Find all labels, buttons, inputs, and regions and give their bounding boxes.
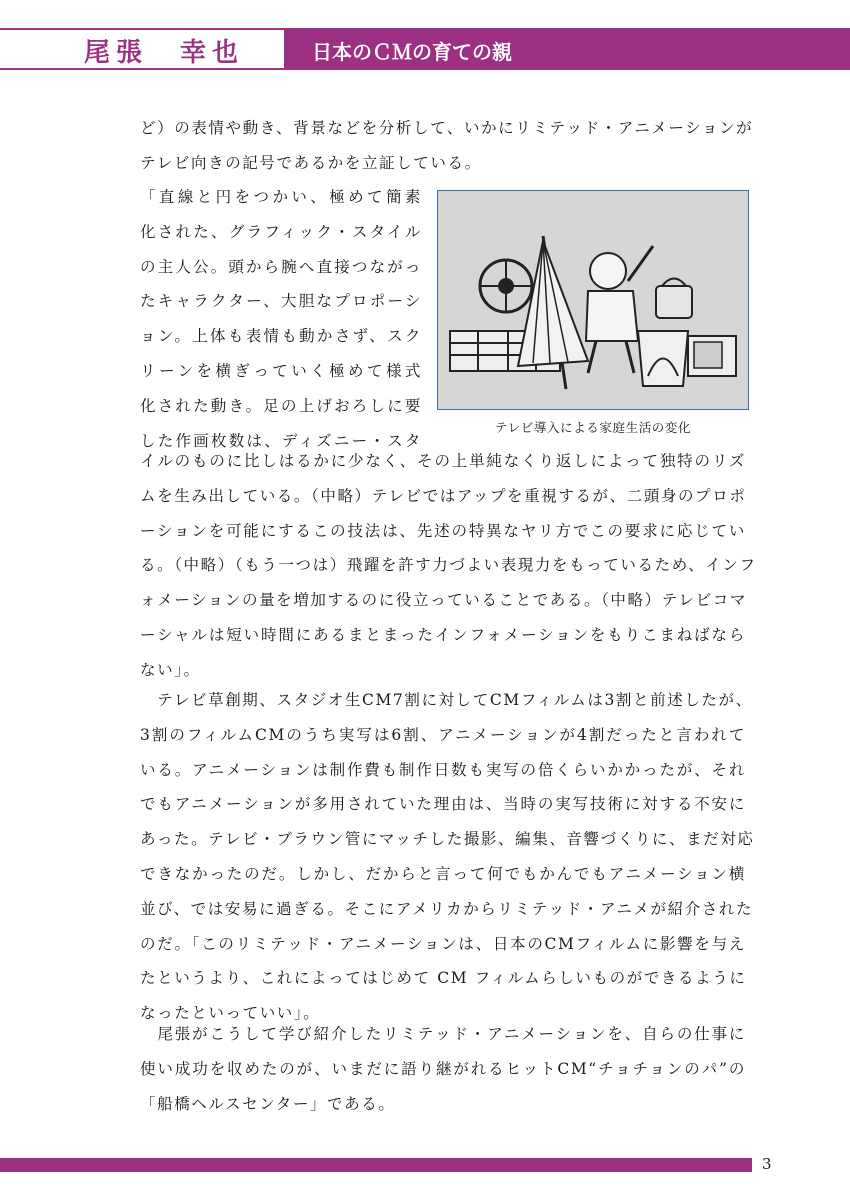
header-title-bar (284, 28, 850, 70)
text-line: 「直線と円をつかい、極めて簡素 (140, 188, 422, 206)
page-number: 3 (762, 1155, 772, 1173)
paragraph-3 (140, 444, 757, 688)
text-line: ーシャルは短い時間にあるまとまったインフォメーションをもりこまねばなら (140, 625, 746, 644)
text-line: リーンを横ぎっていく極めて様式 (140, 361, 422, 380)
chapter-title: 日本のＣＭの育ての親 (312, 40, 512, 64)
text-line: たキャラクター、大胆なプロポーシ (140, 292, 422, 311)
text-line: 尾張がこうして学び紹介したリミテッド・アニメーションを、自らの仕事に (140, 1025, 746, 1043)
text-line: した作画枚数は、ディズニー・スタ (140, 431, 422, 450)
figure-caption: テレビ導入による家庭生活の変化 (494, 420, 692, 435)
footer-bar (0, 1158, 752, 1172)
text-line: テレビ向きの記号であるかを立証している。 (140, 153, 482, 172)
text-line: の主人公。頭から腕へ直接つながっ (140, 257, 422, 276)
text-line: テレビ草創期、スタジオ生CM7割に対してCMフィルムは3割と前述したが、 (140, 691, 753, 709)
text-line: いる。アニメーションは制作費も制作日数も実写の倍くらいかかったが、それ (140, 760, 746, 779)
text-line: 3割のフィルムCMのうち実写は6割、アニメーションが4割だったと言われて (140, 725, 746, 744)
text-line: あった。テレビ・ブラウン管にマッチした撮影、編集、音響づくりに、まだ対応 (140, 830, 755, 849)
text-line: る。（中略）（もう一つは）飛躍を許す力づよい表現力をもっているため、インフ (140, 556, 757, 575)
text-line: 化された動き。足の上げおろしに要 (140, 396, 422, 415)
paragraph-4 (140, 683, 755, 1031)
text-line: たというより、これによってはじめて CM フィルムらしいものができるように (140, 969, 747, 988)
paragraph-5 (140, 1017, 746, 1121)
text-line: のだ。「このリミテッド・アニメーションは、日本のCMフィルムに影響を与え (140, 934, 746, 953)
text-line: ない」。 (140, 660, 201, 679)
text-line: ど）の表情や動き、背景などを分析して、いかにリミテッド・アニメーションが (140, 119, 754, 137)
text-line: 使い成功を収めたのが、いまだに語り継がれるヒットCM“チョチョンのパ”の (140, 1059, 746, 1078)
text-line: 並び、では安易に過ぎる。そこにアメリカからリミテッド・アニメが紹介された (140, 899, 754, 918)
cartoon-illustration (438, 191, 748, 409)
text-line: 化された、グラフィック・スタイル (140, 222, 422, 241)
author-name: 尾張 幸也 (84, 38, 245, 68)
text-line: ムを生み出している。（中略）テレビではアップを重視するが、二頭身のプロポ (140, 486, 747, 505)
text-line: でもアニメーションが多用されていた理由は、当時の実写技術に対する不安に (140, 795, 746, 814)
text-line: ーションを可能にするこの技法は、先述の特異なヤリ方でこの要求に応じてい (140, 521, 746, 540)
paragraph-2-quote (140, 180, 422, 458)
paragraph-1 (140, 111, 754, 181)
header-author-box (0, 28, 284, 70)
text-line: ョン。上体も表情も動かさず、スク (140, 327, 422, 346)
text-line: 「船橋ヘルスセンター」である。 (140, 1094, 396, 1113)
illustration-figure (437, 190, 749, 410)
text-line: なったといっていい」。 (140, 1004, 321, 1023)
text-line: できなかったのだ。しかし、だからと言って何でもかんでもアニメーション横 (140, 864, 746, 883)
text-line: ォメーションの量を増加するのに役立っていることである。（中略）テレビコマ (140, 591, 747, 610)
text-line: イルのものに比しはるかに少なく、その上単純なくり返しによって独特のリズ (140, 452, 746, 470)
